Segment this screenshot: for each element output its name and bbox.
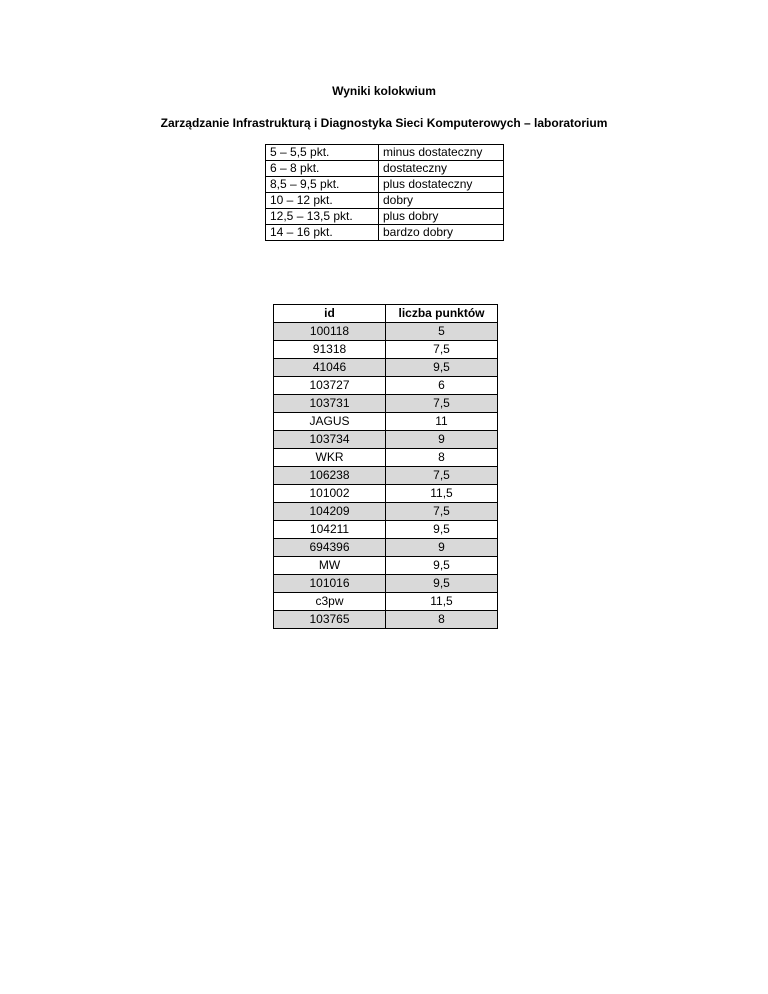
table-row: [274, 557, 498, 575]
student-id-cell: c3pw: [274, 593, 386, 611]
table-row: [274, 539, 498, 557]
grade-scale-table: [265, 144, 504, 241]
grade-scale-row: [266, 193, 504, 209]
points-cell: 11: [386, 413, 498, 431]
table-row: [274, 431, 498, 449]
student-id-cell: 91318: [274, 341, 386, 359]
table-row: [274, 341, 498, 359]
grade-range-cell: 8,5 – 9,5 pkt.: [266, 177, 379, 193]
grade-label-cell: plus dobry: [379, 209, 504, 225]
student-id-cell: 103765: [274, 611, 386, 629]
student-id-cell: 41046: [274, 359, 386, 377]
student-id-cell: 104209: [274, 503, 386, 521]
table-row: [274, 521, 498, 539]
results-table: [273, 304, 498, 629]
points-cell: 9: [386, 539, 498, 557]
grade-range-cell: 12,5 – 13,5 pkt.: [266, 209, 379, 225]
grade-label-cell: dobry: [379, 193, 504, 209]
grade-range-cell: 5 – 5,5 pkt.: [266, 145, 379, 161]
student-id-cell: 101016: [274, 575, 386, 593]
points-cell: 9: [386, 431, 498, 449]
points-cell: 7,5: [386, 467, 498, 485]
table-row: [274, 467, 498, 485]
header-id: id: [274, 305, 386, 323]
student-id-cell: 106238: [274, 467, 386, 485]
student-id-cell: WKR: [274, 449, 386, 467]
page-subtitle: Zarządzanie Infrastrukturą i Diagnostyka Sieci Komputerowych – laboratorium: [160, 116, 608, 130]
points-cell: 6: [386, 377, 498, 395]
student-id-cell: 103731: [274, 395, 386, 413]
points-cell: 7,5: [386, 341, 498, 359]
table-row: [274, 377, 498, 395]
student-id-cell: MW: [274, 557, 386, 575]
points-cell: 7,5: [386, 503, 498, 521]
table-row: [274, 413, 498, 431]
points-cell: 9,5: [386, 575, 498, 593]
table-row: [274, 575, 498, 593]
points-cell: 7,5: [386, 395, 498, 413]
grade-range-cell: 10 – 12 pkt.: [266, 193, 379, 209]
table-row: [274, 395, 498, 413]
points-cell: 9,5: [386, 521, 498, 539]
student-id-cell: 104211: [274, 521, 386, 539]
grade-label-cell: minus dostateczny: [379, 145, 504, 161]
table-row: [274, 359, 498, 377]
student-id-cell: JAGUS: [274, 413, 386, 431]
points-cell: 9,5: [386, 557, 498, 575]
grade-label-cell: bardzo dobry: [379, 225, 504, 241]
points-cell: 9,5: [386, 359, 498, 377]
grade-label-cell: dostateczny: [379, 161, 504, 177]
grade-range-cell: 14 – 16 pkt.: [266, 225, 379, 241]
student-id-cell: 100118: [274, 323, 386, 341]
grade-scale-row: [266, 177, 504, 193]
student-id-cell: 103727: [274, 377, 386, 395]
grade-range-cell: 6 – 8 pkt.: [266, 161, 379, 177]
grade-scale-row: [266, 145, 504, 161]
grade-scale-row: [266, 161, 504, 177]
grade-label-cell: plus dostateczny: [379, 177, 504, 193]
points-cell: 11,5: [386, 593, 498, 611]
student-id-cell: 101002: [274, 485, 386, 503]
points-cell: 8: [386, 611, 498, 629]
student-id-cell: 694396: [274, 539, 386, 557]
table-row: [274, 593, 498, 611]
grade-scale-row: [266, 225, 504, 241]
points-cell: 11,5: [386, 485, 498, 503]
points-cell: 5: [386, 323, 498, 341]
page-title: Wyniki kolokwium: [332, 84, 436, 98]
points-cell: 8: [386, 449, 498, 467]
header-points: liczba punktów: [386, 305, 498, 323]
table-row: [274, 449, 498, 467]
results-header-row: [274, 305, 498, 323]
table-row: [274, 611, 498, 629]
table-row: [274, 485, 498, 503]
student-id-cell: 103734: [274, 431, 386, 449]
table-row: [274, 323, 498, 341]
grade-scale-row: [266, 209, 504, 225]
table-row: [274, 503, 498, 521]
